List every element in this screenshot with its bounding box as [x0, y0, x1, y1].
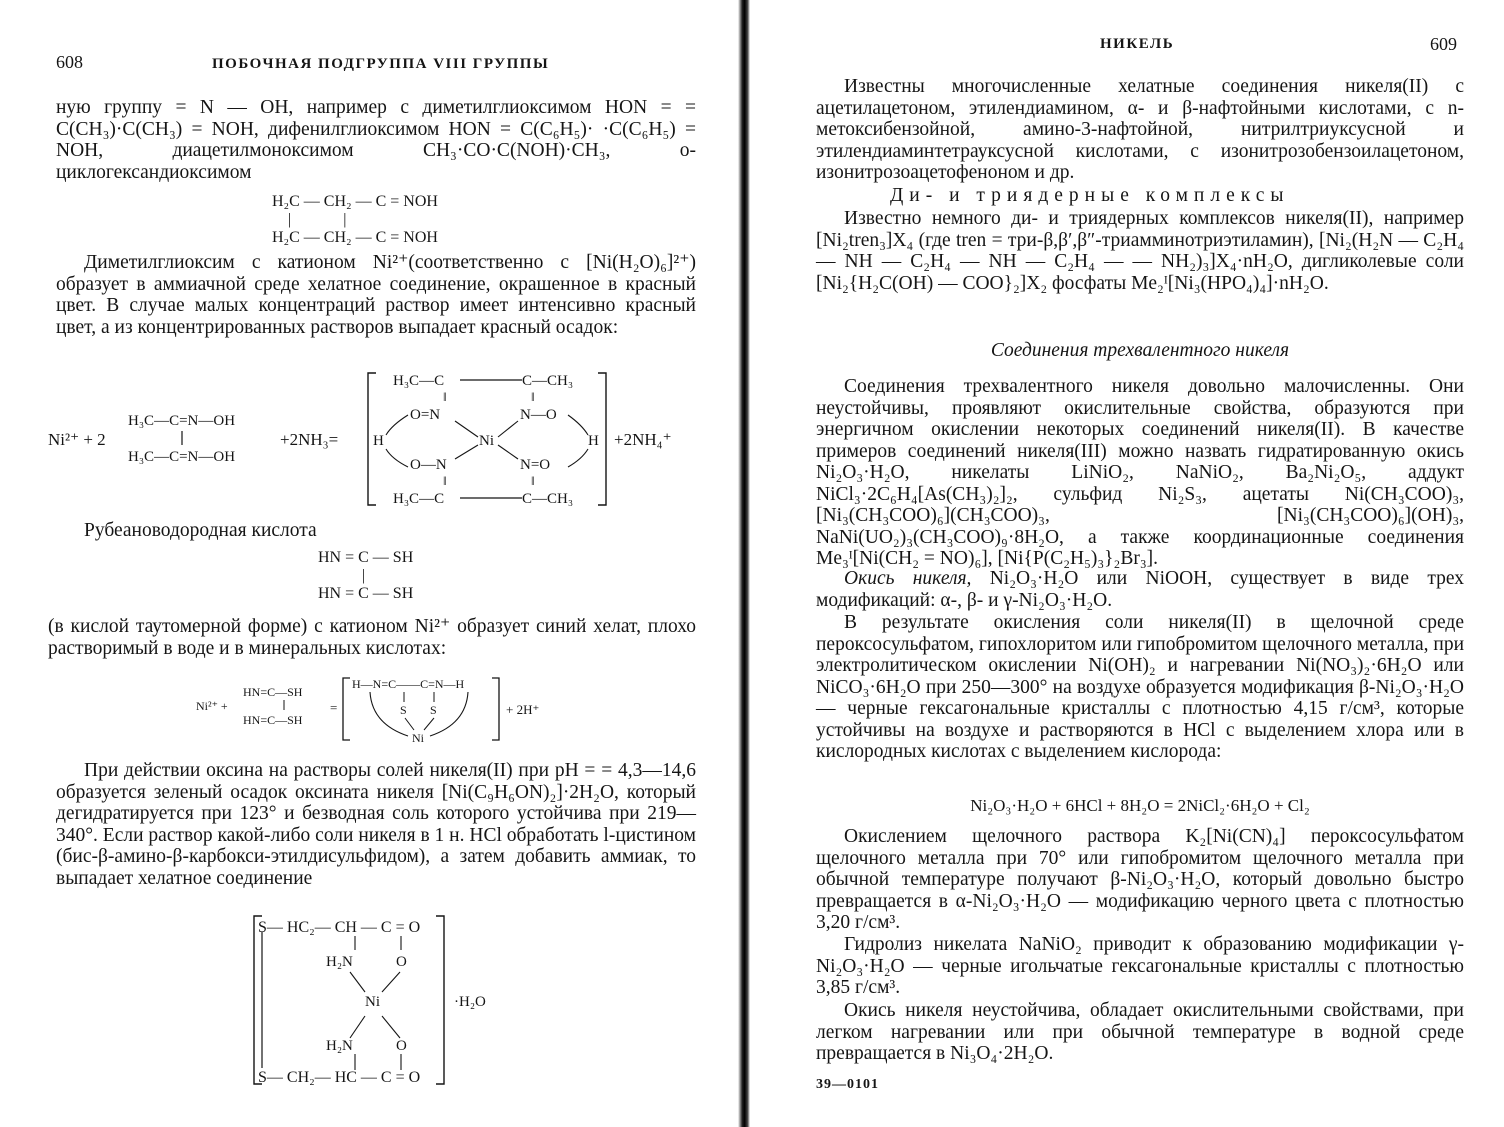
left-paragraph-2: Диметилглиоксим с катионом Ni²⁺(соответственно с [Ni(H₂O)₆]²⁺) образует в аммиачной среде хелатное соединение, окрашенное в красный цвет. В случае малых концентраций раствор имеет интенсивно красный цвет, а из концентрированных растворов выпадает красный осадок: [56, 252, 696, 338]
left-page-number: 608 [56, 52, 83, 72]
cystine-chelate-diagram [0, 912, 740, 1092]
right-page-number: 609 [1430, 34, 1457, 54]
rxn1-plus-ammonia: +2NH₃= [280, 430, 339, 449]
chelate-bottom-amine: H₂N [326, 1038, 353, 1054]
chelate-top-oxygen: O [396, 954, 407, 970]
rubeanic-formula-line-2: HN = C — SH [318, 585, 414, 602]
rxn2-reagent-bottom: HN=C—SH [243, 713, 303, 727]
nickel-oxide-term: Окись никеля, [844, 568, 972, 589]
right-paragraph-6: Окислением щелочного раствора K₂[Ni(CN)₄] пероксосульфатом щелочного металла при 70° или гипобромитом щелочного металла при обычной температуре получают β-Ni₂O₃·H₂O, который довольно быстро превращается в α-Ni₂O₃·H₂O — модификацию черного цвета с плотностью 3,20 г/см³. [816, 826, 1464, 933]
rxn2-sulfur-left: S [400, 703, 407, 717]
oxide-dissolution-equation: Ni₂O₃·H₂O + 6HCl + 8H₂O = 2NiCl₂·6H₂O + Cl₂ [970, 796, 1310, 815]
rxn1-reagent-bottom: H₃C—C=N—OH [128, 449, 236, 465]
rxn1-bottom-right-carbon: C—CH₃ [522, 491, 574, 507]
rxn1-nickel-center: Ni [479, 433, 494, 449]
rxn1-double-bond-1: ‖ [443, 389, 447, 404]
printer-signature: 39—0101 [816, 1077, 879, 1092]
right-paragraph-5: В результате окисления соли никеля(II) в щелочной среде пероксосульфатом, гипохлоритом или гипобромитом щелочного металла, при электролитическом окислении Ni(OH)₂ и нагревании Ni(NO₃)₂·6H₂O или NiCO₃·6H₂O при 250—300° на воздухе образуется модификация β-Ni₂O₃·H₂O — черные гексагональные кристаллы с плотностью 4,15 г/см³, которые устойчивы на воздухе и растворяются в HCl с выделением хлора или в кислородных кислотах с выделением кислорода: [816, 612, 1464, 762]
rxn1-top-left-carbon: H₃C—C [393, 373, 445, 389]
formula-bond-marks: | [318, 567, 366, 584]
rxn1-reagent-top: H₃C—C=N—OH [128, 413, 236, 429]
right-paragraph-3: Соединения трехвалентного никеля довольно малочисленны. Они неустойчивы, проявляют окислительные свойства, образуются при энергичном окислении некоторых соединений никеля(II). В качестве примеров соединений никеля(III) можно назвать гидратированную окись Ni₂O₃·H₂O, никелаты LiNiO₂, NaNiO₂, Ba₂Ni₂O₅, аддукт NiCl₃·2C₆H₄[As(CH₃)₂]₂, сульфид Ni₂S₃, ацетаты Ni(CH₃COO)₃, [Ni₃(CH₃COO)₆](CH₃COO)₃, [Ni₃(CH₃COO)₆](OH)₃, NaNi(UO₂)₃(CH₃COO)₉·8H₂O, а также координационные соединения Me₃ᴵ[Ni(CH₂ = NO)₆], [Ni{P(C₂H₅)₃}₂Br₃]. [816, 376, 1464, 569]
left-paragraph-1: ную группу = N — OH, например с диметилглиоксимом HON = = C(CH₃)·C(CH₃) = NOH, дифенилглиоксимом HON = C(C₆H₅)· ·C(C₆H₅) = NOH, диацетилмоноксимом CH₃·CO·C(NOH)·CH₃, о-циклогександиоксимом [56, 97, 696, 183]
right-paragraph-4 [816, 568, 1464, 611]
rubeanic-acid-title: Рубеановодородная кислота [84, 520, 317, 541]
book-spine-shadow [738, 0, 750, 1127]
rxn1-ni-ion: Ni²⁺ + 2 [48, 430, 106, 449]
chelate-bottom-chain: S— CH₂— HC — C = O [258, 1069, 421, 1086]
right-paragraph-7: Гидролиз никелата NaNiO₂ приводит к образованию модификации γ-Ni₂O₃·H₂O — черные игольчатые гексагональные кристаллы с плотностью 3,85 г/см³. [816, 934, 1464, 998]
rxn2-sulfur-right: S [430, 703, 437, 717]
right-page [760, 0, 1504, 1127]
rxn2-backbone: H—N=C——C=N—H [352, 677, 465, 691]
section-heading-trivalent-nickel: Соединения трехвалентного никеля [990, 340, 1290, 361]
rxn2-ni-ion: Ni²⁺ + [196, 699, 228, 713]
left-page [0, 0, 740, 1127]
nickel-oxide-text: Ni₂O₃·H₂O или NiOOH, существует в виде трех модификаций: α-, β- и γ-Ni₂O₃·H₂O. [816, 568, 1464, 611]
chelate-bottom-oxygen: O [396, 1038, 407, 1054]
formula-bond-marks: | | [272, 211, 347, 228]
rxn2-nickel-center: Ni [412, 731, 424, 745]
rxn1-bottom-left-carbon: H₃C—C [393, 491, 445, 507]
left-paragraph-4: При действии оксина на растворы солей никеля(II) при pH = = 4,3—14,6 образуется зеленый осадок оксината никеля [Ni(C₉H₆ON)₂]·2H₂O, который дегидратируется при 123° и безводная соль которого устойчива при 219—340°. Если раствор какой-либо соли никеля в 1 н. HCl обработать l-цистином (бис-β-амино-β-карбокси-этилдисульфидом), а затем добавить аммиак, то выпадает хелатное соединение [56, 760, 696, 889]
chelate-top-chain: S— HC₂— CH — C = O [258, 919, 421, 936]
cyclohexanedioxime-formula-line-1: H₂C — CH₂ — C = NOH [272, 193, 438, 210]
dimethylglyoxime-reaction-diagram [0, 365, 740, 515]
rubeanic-formula-line-1: HN = C — SH [318, 549, 414, 566]
right-paragraph-2: Известно немного ди- и триядерных комплексов никеля(II), например [Ni₂tren₃]X₄ (где tren = три-β,β′,β″-триамминотриэтиламин), [Ni₂(H₂N — C₂H₄ — NH — C₂H₄ — NH — C₂H₄ — — NH₂)₃]X₄·nH₂O, дигликолевые соли [Ni₂{H₂C(OH) — COO}₂]X₂ фосфаты Me₂ᴵ[Ni₃(HPO₄)₄]·nH₂O. [816, 208, 1464, 294]
rxn2-reagent-top: HN=C—SH [243, 685, 303, 699]
rxn1-lower-left-oxime: O—N [410, 457, 447, 473]
rxn1-double-bond-3: ‖ [443, 473, 447, 488]
chelate-nickel-center: Ni [365, 994, 380, 1010]
chelate-hydrate: ·H₂O [454, 994, 486, 1010]
rxn1-lower-right-oxime: N=O [520, 457, 551, 473]
rxn1-top-right-carbon: C—CH₃ [522, 373, 574, 389]
rxn1-product-ammonium: +2NH₄⁺ [614, 430, 672, 449]
rxn2-equals: = [330, 700, 338, 715]
rxn1-upper-left-oxime: O=N [410, 407, 441, 423]
subheading-polynuclear-complexes: Ди- и триядерные комплексы [890, 185, 1290, 206]
chelate-top-amine: H₂N [326, 954, 353, 970]
right-paragraph-8: Окись никеля неустойчива, обладает окислительными свойствами, при легком нагревании или при обычной температуре в водной среде превращается в Ni₃O₄·2H₂O. [816, 1000, 1464, 1064]
rxn1-right-hydrogen: H [588, 433, 599, 449]
right-running-header: НИКЕЛЬ [1100, 36, 1175, 52]
right-paragraph-1: Известны многочисленные хелатные соединения никеля(II) с ацетилацетоном, этилендиамином, α- и β-нафтойными кислотами, с n-метоксибензойной, амино-3-нафтойной, нитрилтриуксусной и этилендиаминтетрауксусной кислотами, с изонитрозобензоилацетоном, изонитрозоацетофеноном и др. [816, 76, 1464, 183]
rxn1-left-hydrogen: H [373, 433, 384, 449]
rubeanic-acid-reaction-diagram [0, 672, 740, 752]
rxn1-upper-right-oxime: N—O [520, 407, 557, 423]
cyclohexanedioxime-formula-line-2: H₂C — CH₂ — C = NOH [272, 229, 438, 246]
left-paragraph-3: (в кислой таутомерной форме) с катионом Ni²⁺ образует синий хелат, плохо растворимый в воде и в минеральных кислотах: [48, 616, 696, 659]
rxn2-product-proton: + 2H⁺ [506, 702, 540, 717]
rxn1-double-bond-2: ‖ [531, 389, 535, 404]
rxn1-double-bond-4: ‖ [531, 473, 535, 488]
left-running-header: ПОБОЧНАЯ ПОДГРУППА VIII ГРУППЫ [212, 56, 550, 72]
